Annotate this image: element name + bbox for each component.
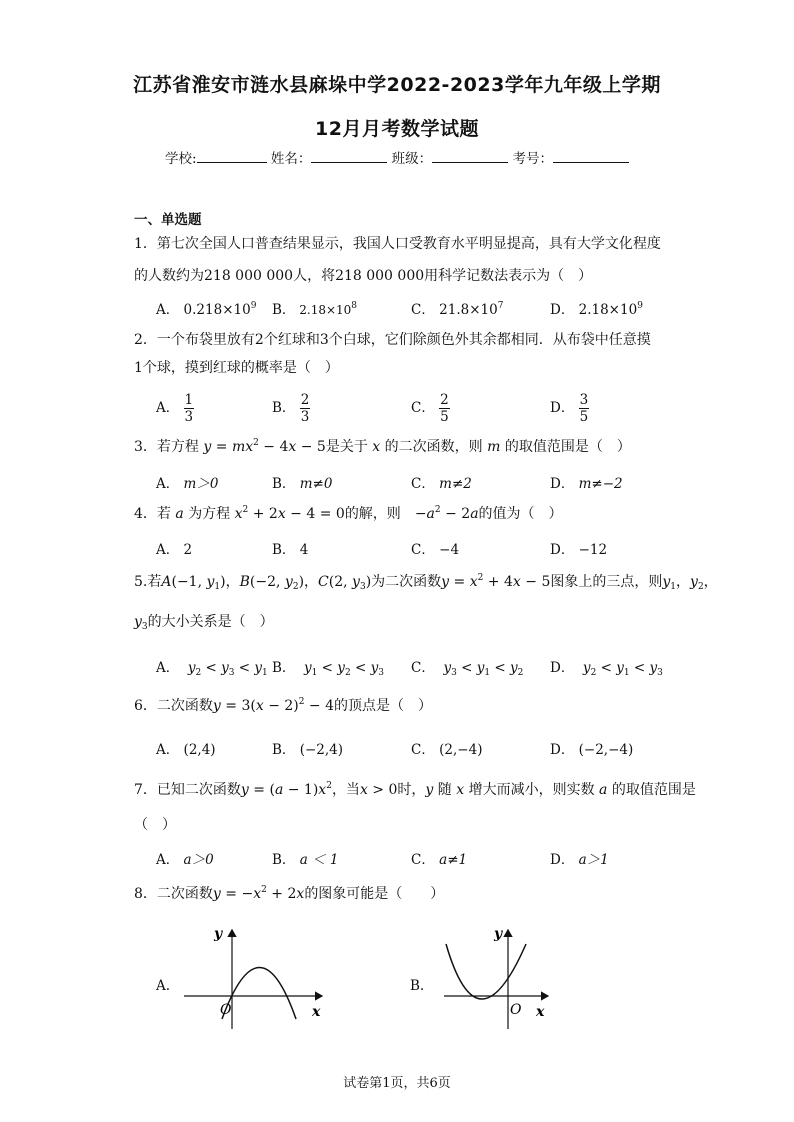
equation: $y = (a - 1)x^2$ — [240, 781, 332, 798]
exam-title-line2: 12月月考数学试题 — [315, 118, 479, 140]
class-label: 班级： — [391, 151, 433, 167]
school-label: 学校: — [165, 151, 197, 167]
number-label: 考号： — [512, 151, 553, 167]
option-b[interactable]: B． 4 — [272, 542, 309, 558]
option-a-graph[interactable] — [184, 924, 334, 1034]
question-2-line2: 1个球，摸到红球的概率是（ ） — [134, 360, 339, 376]
question-6-line1: 6．二次函数$y = 3(x - 2)^2 - 4$的顶点是（ ） — [134, 697, 433, 714]
parabola-curve — [222, 968, 296, 1020]
fraction: $\frac{1}{3}$ — [184, 392, 194, 425]
question-4-options — [156, 538, 676, 562]
option-a[interactable]: A． 2 — [156, 542, 193, 558]
question-4-line1: 4．若 a 为方程 $x^2 + 2x - 4 = 0$的解，则 $-a^2 - 2a$的值为（ ） — [134, 505, 563, 522]
equation: $y = 3(x - 2)^2 - 4$ — [212, 697, 335, 714]
option-c[interactable]: C． m≠2 — [411, 476, 472, 492]
question-5-line1: 5.若A(−1, $y_1$)，B(−2, $y_2$)，C(2, $y_3$)为二次函数$y = x^2 + 4x - 5$图象上的三点，则$y_1$，$y_2$， — [134, 573, 718, 592]
equation: $x^2 + 2x - 4 = 0$ — [234, 505, 345, 522]
question-1-options — [156, 298, 676, 322]
option-b[interactable]: B． m≠0 — [272, 476, 333, 492]
option-c[interactable]: C． $21.8\times 10^7$ — [411, 301, 504, 318]
option-b-label: B. — [410, 978, 425, 994]
option-a[interactable]: A． $\frac{1}{3}$ — [156, 392, 194, 425]
question-1-line1: 1．第七次全国人口普查结果显示，我国人口受教育水平明显提高，具有大学文化程度 — [134, 236, 661, 252]
option-d[interactable]: D． m≠−2 — [550, 476, 623, 492]
student-info-line — [0, 147, 794, 167]
question-7-options — [156, 848, 676, 872]
number-blank[interactable] — [553, 149, 629, 163]
exam-title-line1: 江苏省淮安市涟水县麻垛中学2022-2023学年九年级上学期 — [133, 74, 661, 96]
option-d[interactable]: D． $\frac{3}{5}$ — [550, 392, 589, 425]
question-8-line1: 8．二次函数$y = -x^2 + 2x$的图象可能是（ ） — [134, 885, 445, 902]
option-d[interactable]: D． a＞1 — [550, 852, 609, 868]
name-blank[interactable] — [311, 149, 387, 163]
option-b[interactable]: B． $y_1 < y_2 < y_3$ — [272, 660, 384, 678]
name-label: 姓名： — [270, 151, 312, 167]
question-6-options — [156, 738, 676, 762]
fraction: $\frac{2}{5}$ — [440, 392, 449, 425]
question-3-line1: 3．若方程 $y = mx^2 - 4x - 5$是关于 x 的二次函数，则 m 的取值范围是（ ） — [134, 438, 631, 455]
option-b-graph[interactable] — [436, 924, 586, 1034]
question-5-options — [156, 656, 676, 680]
option-a[interactable]: A． $y_2 < y_3 < y_1$ — [156, 660, 268, 678]
option-d[interactable]: D． $y_2 < y_1 < y_3$ — [550, 660, 663, 678]
y-axis-label: y — [494, 926, 503, 942]
option-c[interactable]: C． $y_3 < y_1 < y_2$ — [411, 660, 524, 678]
question-7-line2: （ ） — [134, 817, 176, 833]
option-b[interactable]: B． $\frac{2}{3}$ — [272, 392, 310, 425]
parabola-curve — [446, 944, 526, 999]
question-5-line2: $y_3$的大小关系是（ ） — [134, 614, 274, 632]
question-3-options — [156, 472, 676, 496]
option-c[interactable]: C． a≠1 — [411, 852, 468, 868]
equation: $y = x^2 + 4x - 5$ — [441, 573, 551, 590]
fraction: $\frac{2}{3}$ — [300, 392, 310, 425]
expression: $-a^2 - 2a$ — [414, 505, 479, 522]
x-axis-label: x — [536, 1004, 545, 1020]
fraction: $\frac{3}{5}$ — [579, 392, 589, 425]
class-blank[interactable] — [432, 149, 508, 163]
option-a[interactable]: A． a＞0 — [156, 852, 214, 868]
option-a[interactable]: A． m＞0 — [156, 476, 219, 492]
option-a[interactable]: A． (2,4) — [156, 742, 216, 758]
equation: $y = -x^2 + 2x$ — [212, 885, 305, 902]
option-b[interactable]: B． (−2,4) — [272, 742, 344, 758]
option-b[interactable]: B． $2.18\times 10^8$ — [272, 301, 358, 318]
points: A(−1, $y_1$)，B(−2, $y_2$)，C(2, $y_3$) — [161, 574, 372, 592]
option-d[interactable]: D． $2.18\times 10^9$ — [550, 301, 643, 318]
option-a-label: A. — [156, 978, 171, 994]
option-c[interactable]: C． (2,−4) — [411, 742, 483, 758]
x-axis-label: x — [312, 1004, 321, 1020]
option-b[interactable]: B． a ＜ 1 — [272, 852, 339, 868]
option-d[interactable]: D． −12 — [550, 542, 608, 558]
question-2-line1: 2．一个布袋里放有2个红球和3个白球，它们除颜色外其余都相同．从布袋中任意摸 — [134, 332, 651, 348]
origin-label: O — [510, 1002, 522, 1018]
school-blank[interactable] — [197, 149, 267, 163]
question-1-line2: 的人数约为218 000 000人，将218 000 000用科学记数法表示为（ ） — [134, 268, 593, 284]
option-c[interactable]: C． $\frac{2}{5}$ — [411, 392, 449, 425]
equation: $y = mx^2 - 4x - 5$ — [203, 438, 326, 455]
origin-label: O — [220, 1002, 232, 1018]
y-axis-label: y — [214, 926, 223, 942]
section-title: 一、单选题 — [134, 212, 202, 228]
question-2-options — [156, 388, 676, 424]
page-footer: 试卷第1页，共6页 — [343, 1076, 451, 1091]
option-a[interactable]: A． $0.218\times 10^9$ — [156, 301, 257, 318]
question-7-line1: 7．已知二次函数$y = (a - 1)x^2$，当x > 0时，y 随 x 增大而减小，则实数 a 的取值范围是 — [134, 781, 696, 798]
option-d[interactable]: D． (−2,−4) — [550, 742, 634, 758]
option-c[interactable]: C． −4 — [411, 542, 460, 558]
